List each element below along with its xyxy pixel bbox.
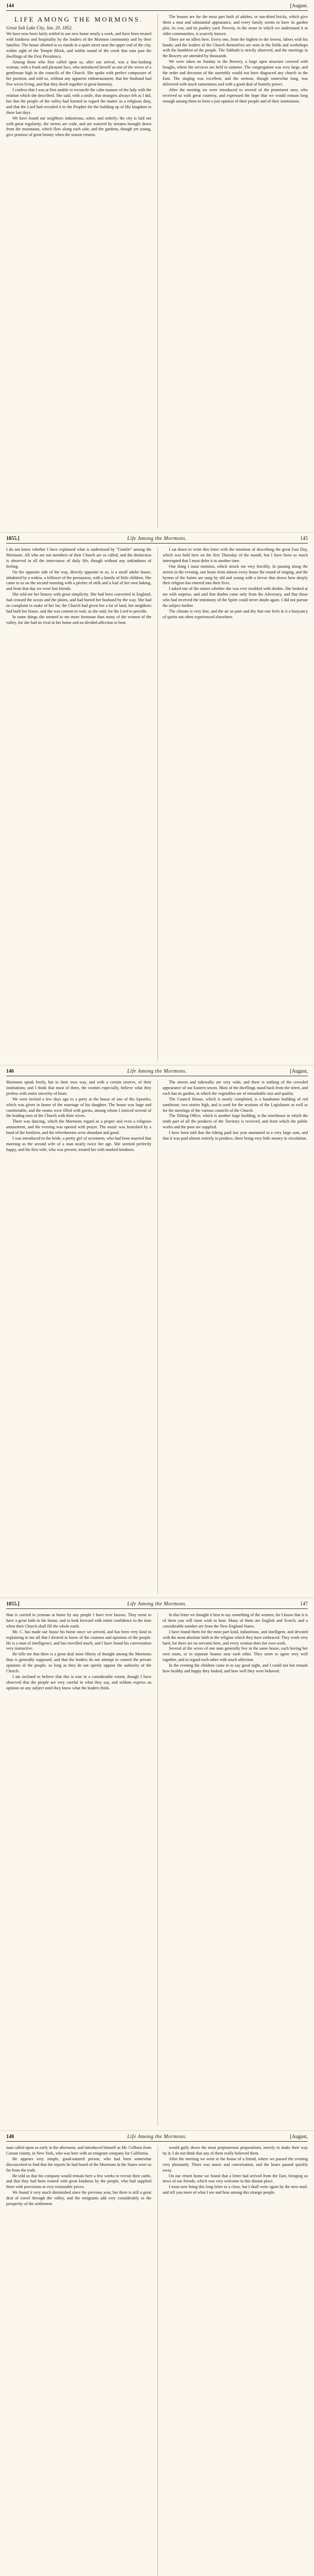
paragraph: Mr. C. has made our house his home since we arrived, and has been very kind in explaining to me all that I desired to know of the customs and opinions of the people. He is a man of intelligence, and has travelled much, and I have found his conversation very instructive. (6, 1629, 151, 1651)
paragraph: She told me her history with great simplicity. She had been converted in England, had crossed the ocean and the plains, and had buried her husband by the way. She had no complaint to make of her lot; the Church had given her a lot of land, her neighbors had built her house, and she was content to wait, as she said, for the Lord to provide. (6, 592, 151, 614)
paragraph: The streets and sidewalks are very wide, and there is nothing of the crowded appearance of our Eastern towns. Most of the dwellings stand back from the street, and each has its garden, in which the vegetables are of remarkable size and quality. (163, 1080, 308, 1096)
running-title: Life Among the Mormons. (127, 536, 187, 541)
paragraph: He appears very simple, good-natured person, who had been somewhat disconcerted to find that the reports he had heard of the Mormons in the States were so far from the truth. (6, 2156, 151, 2173)
text-columns (6, 547, 308, 1061)
page-number-left: 148 (6, 2134, 14, 2140)
paragraph: We were taken on Sunday to the Bowery, a large open structure covered with boughs, where the services are held in summer. The congregation was very large, and the order and decorum of the assembly would not have disgraced any church in the East. The singing was excellent, and the sermon, though somewhat long, was delivered with much earnestness and with a good deal of homely power. (163, 59, 308, 87)
paragraph: Several of the wives of one man generally live in the same house, each having her own room, or in separate houses near each other. They seem to agree very well together, and to regard each other with much affection. (163, 1646, 308, 1663)
running-header (6, 536, 308, 545)
paragraph: There are no idlers here. Every one, from the highest to the lowest, labors with his hands; and the leaders of the Church themselves are seen in the fields and workshops with the humblest of the people. The Sabbath is strictly observed, and the meetings in the Bowery are attended by thousands. (163, 37, 308, 59)
paragraph: The houses are for the most part built of adobes, or sun-dried bricks, which give them a neat and substantial appearance, and every family seems to have its garden plot, its cow, and its poultry yard. Poverty, in the sense in which we understand it in older communities, is scarcely known. (163, 14, 308, 36)
paragraph: would gaily down the most preposterous propositions, merely to make their way by it; I do not think that any of them really believed them. (163, 2145, 308, 2156)
left-column (6, 1080, 151, 1594)
paragraph: We have now been fairly settled in our new home nearly a week, and have been treated with kindness and hospitality by the leaders of the Mormon community and by their families. The house allotted to us stands in a quiet street near the upper end of the city, within sight of the Temple Block, and within sound of the creek that runs past the dwellings of the First Presidency. (6, 31, 151, 59)
text-columns (6, 14, 308, 528)
right-column (163, 14, 308, 528)
page-number-right: 147 (300, 1601, 308, 1607)
paragraph: We were invited a few days ago to a party at the house of one of the Apostles, which was given in honor of the marriage of his daughter. The house was large and comfortable, and the rooms were filled with guests, among whom I noticed several of the leading men of the Church with their wives. (6, 1096, 151, 1118)
page-number-left: 146 (6, 1069, 14, 1074)
paragraph: In the evening the children came in to say good night, and I could not but remark how healthy and happy they looked, and how well they were behaved. (163, 1663, 308, 1674)
running-title: Life Among the Mormons. (127, 1601, 187, 1607)
paragraph: In this letter we thought it best to say something of the women, for I know that it is of them you will most wish to hear. Many of them are English and Scotch, and a considerable number are from the New England States. (163, 1613, 308, 1629)
left-column (6, 1613, 151, 2126)
header-rule (6, 10, 308, 11)
paragraph: I have found them for the most part kind, industrious, and intelligent, and devoted with the most absolute faith to the religion which they have embraced. They work very hard, for there are no servants here, and every woman does her own work. (163, 1629, 308, 1646)
paragraph: The climate is very fine, and the air so pure and dry that one feels in it a buoyancy of spirits not often experienced elsewhere. (163, 608, 308, 619)
paragraph: I do not know whether I have explained what is understood by "Gentile" among the Mormons. All who are not members of their Church are so called, and the distinction is observed in all the intercourse of daily life, though without any unkindness of feeling. (6, 547, 151, 569)
paragraph: Mormons speak freely, but in their own way, and with a certain reserve, of their institutions; and I think that most of them, the women especially, believe what they profess with entire sincerity of heart. (6, 1080, 151, 1096)
page (0, 0, 314, 533)
paragraph: He tells me that there is a great deal more liberty of thought among the Mormons than is generally supposed, and that the leaders do not attempt to control the private opinions of the people, so long as they do not openly oppose the authority of the Church. (6, 1652, 151, 1674)
paragraph: One thing I must mention, which struck me very forcibly. In passing along the streets in the evening, one hears from almost every house the sound of singing, and the hymns of the Saints are sung by old and young with a fervor that shows how deeply their religion has entered into their lives. (163, 564, 308, 586)
paragraph: There was dancing, which the Mormons regard as a proper and even a religious amusement, and the evening was opened with prayer. The music was furnished by a band of the brethren, and the refreshments were abundant and good. (6, 1119, 151, 1136)
paragraph: In some things she seemed to me more fortunate than many of the women of the valley, for she had no rival in her home and no divided affection to bear. (6, 614, 151, 625)
page (0, 2131, 314, 2576)
page (0, 533, 314, 1065)
paragraph: man called upon us early in the afternoon, and introduced himself as Mr. Colburn from Carson county, in New York, who was here with an emigrant company for California. (6, 2145, 151, 2156)
running-title: Life Among the Mormons. (127, 1069, 187, 1074)
paragraph: The Tithing Office, which is another large building, is the storehouse in which the tenth part of all the products of the Territory is received, and from which the public works and the poor are supplied. (163, 1113, 308, 1130)
page (0, 1065, 314, 1598)
header-rule (6, 543, 308, 544)
left-column (6, 14, 151, 528)
article-title: LIFE AMONG THE MORMONS. (14, 15, 144, 23)
page-number-right: [August, (290, 2134, 308, 2140)
page-number-right: 145 (300, 536, 308, 541)
paragraph: Among those who first called upon us, after our arrival, was a fine-looking woman, with a frank and pleasant face, who introduced herself as one of the wives of a gentleman high in the councils of the Church. She spoke with perfect composure of her position, and told us, without any apparent embarrassment, that her husband had five wives living, and that they dwelt together in great harmony. (6, 59, 151, 87)
header-rule (6, 1608, 308, 1609)
page-number-left: 144 (6, 3, 14, 9)
running-header (6, 2134, 308, 2143)
running-title: Life Among the Mormons. (127, 2134, 187, 2140)
page (0, 1598, 314, 2131)
paragraph: I must now bring this long letter to a close, but I shall write again by the next mail, and tell you more of what I see and hear among this strange people. (163, 2184, 308, 2195)
page-number-right: [August, (290, 1069, 308, 1074)
running-header (6, 3, 308, 12)
paragraph: I was introduced to the bride, a pretty girl of seventeen, who had been married that morning as the second wife of a man nearly twice her age. She seemed perfectly happy, and the first wife, who was present, treated her with marked kindness. (6, 1136, 151, 1152)
paragraph: We have found our neighbors industrious, sober, and orderly; the city is laid out with great regularity; the streets are wide, and are watered by streams brought down from the mountains, which flow along each side; and the gardens, though yet young, give promise of great beauty when the season returns. (6, 115, 151, 138)
paragraph: After the meeting we went to the house of a friend, where we passed the evening very pleasantly. There was music and conversation, and the hours passed quickly away. (163, 2156, 308, 2173)
paragraph: On the opposite side of the way, directly opposite to us, is a small adobe house, inhabited by a widow, a follower of the persuasion, with a family of little children. She came to us on the second morning with a pitcher of milk and a loaf of her own baking, and from that day we were fast friends. (6, 569, 151, 591)
paragraph: We found it very much diminished since the previous year, but there is still a great deal of travel through the valley, and the emigrants add very considerably to the prosperity of the settlement. (6, 2190, 151, 2207)
paragraph: I asked one of the sisters whether she was ever troubled with doubts. She looked at me with surprise, and said that doubts came only from the Adversary, and that those who had received the testimony of the Spirit could never doubt again. I did not pursue the subject further. (163, 586, 308, 608)
running-header (6, 1601, 308, 1611)
text-columns (6, 1613, 308, 2126)
header-rule (6, 2141, 308, 2142)
left-column (6, 547, 151, 1061)
running-header (6, 1069, 308, 1078)
paragraph: I sat down to write this letter with the intention of describing the great Fast Day, which was held here on the first Thursday of the month, but I have been so much interrupted that I must defer it to another time. (163, 547, 308, 563)
right-column (163, 2145, 308, 2576)
dateline: Great Salt Lake City, Jan. 20, 1852. (6, 25, 73, 30)
paragraph: I am inclined to believe that this is true to a considerable extent, though I have observed that the people are very careful in what they say, and seldom express an opinion on any subject until they know what the leaders think. (6, 1674, 151, 1690)
paragraph: The Council House, which is nearly completed, is a handsome building of red sandstone, two stories high, and is used for the sessions of the Legislature as well as for the meetings of the various councils of the Church. (163, 1096, 308, 1113)
paragraph: I have been told that the tithing paid last year amounted to a very large sum, and that it was paid almost entirely in produce, there being very little money in circulation. (163, 1130, 308, 1141)
paragraph: After the meeting we were introduced to several of the prominent men, who received us with great courtesy, and expressed the hope that we would remain long enough among them to form a just opinion of their people and of their institutions. (163, 87, 308, 104)
right-column (163, 1080, 308, 1594)
right-column (163, 547, 308, 1061)
paragraph: than is carried in yeoman at home by any people I have ever known. They seem to have a great faith in the future, and to look forward with entire confidence to the time when their Church shall fill the whole earth. (6, 1613, 151, 1629)
left-column (6, 2145, 151, 2576)
text-columns (6, 1080, 308, 1594)
paragraph: He told us that his company would remain here a few weeks to recruit their cattle, and that they had been treated with great kindness by the people, who had supplied them with provisions at very reasonable prices. (6, 2173, 151, 2190)
page-number-left: 1855.] (6, 1601, 20, 1607)
page-number-left: 1855.] (6, 536, 20, 541)
paragraph: I confess that I was at first unable to reconcile the calm manner of the lady with the relation which she described. She said, with a smile, that strangers always felt as I did, but that the people of the valley had learned to regard the matter as a religious duty, and that the Lord had revealed it to the Prophet for the building up of His kingdom in these last days. (6, 88, 151, 115)
page-number-right: [August. (290, 3, 308, 9)
right-column (163, 1613, 308, 2126)
paragraph: On our return home we found that a letter had arrived from the East, bringing us news of our friends, which was very welcome in this distant place. (163, 2173, 308, 2184)
text-columns (6, 2145, 308, 2576)
